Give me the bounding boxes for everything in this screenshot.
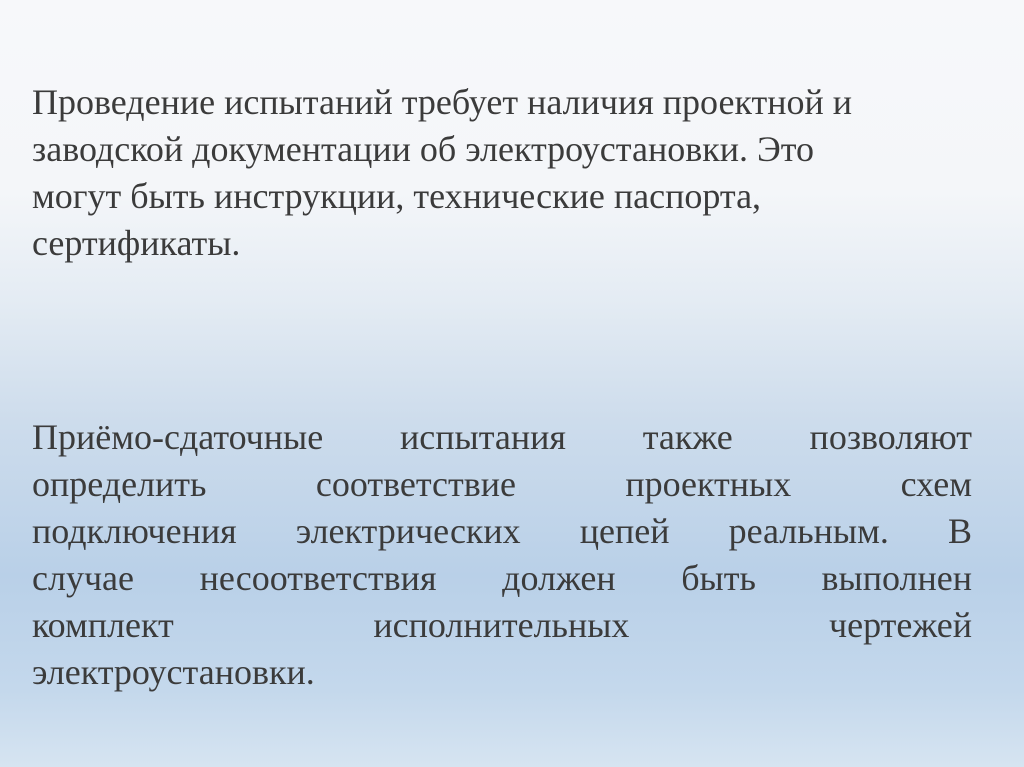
paragraph-line: Проведение испытаний требует наличия проектной и [32,82,853,122]
paragraph-line: подключения электрических цепей реальным. В [32,511,972,551]
paragraph-documentation [32,79,972,267]
paragraph-line: могут быть инструкции, технические паспорта, [32,176,762,216]
paragraph-line: Приёмо-сдаточные испытания также позволяют [32,417,972,457]
paragraph-line: комплект исполнительных чертежей [32,605,972,645]
paragraph-line: определить соответствие проектных схем [32,464,972,504]
paragraph-line: заводской документации об электроустановки. Это [32,129,814,169]
paragraph-acceptance-tests [32,414,972,696]
paragraph-line: сертификаты. [32,223,241,263]
paragraph-line: случае несоответствия должен быть выполнен [32,558,972,598]
paragraph-line: электроустановки. [32,652,315,692]
